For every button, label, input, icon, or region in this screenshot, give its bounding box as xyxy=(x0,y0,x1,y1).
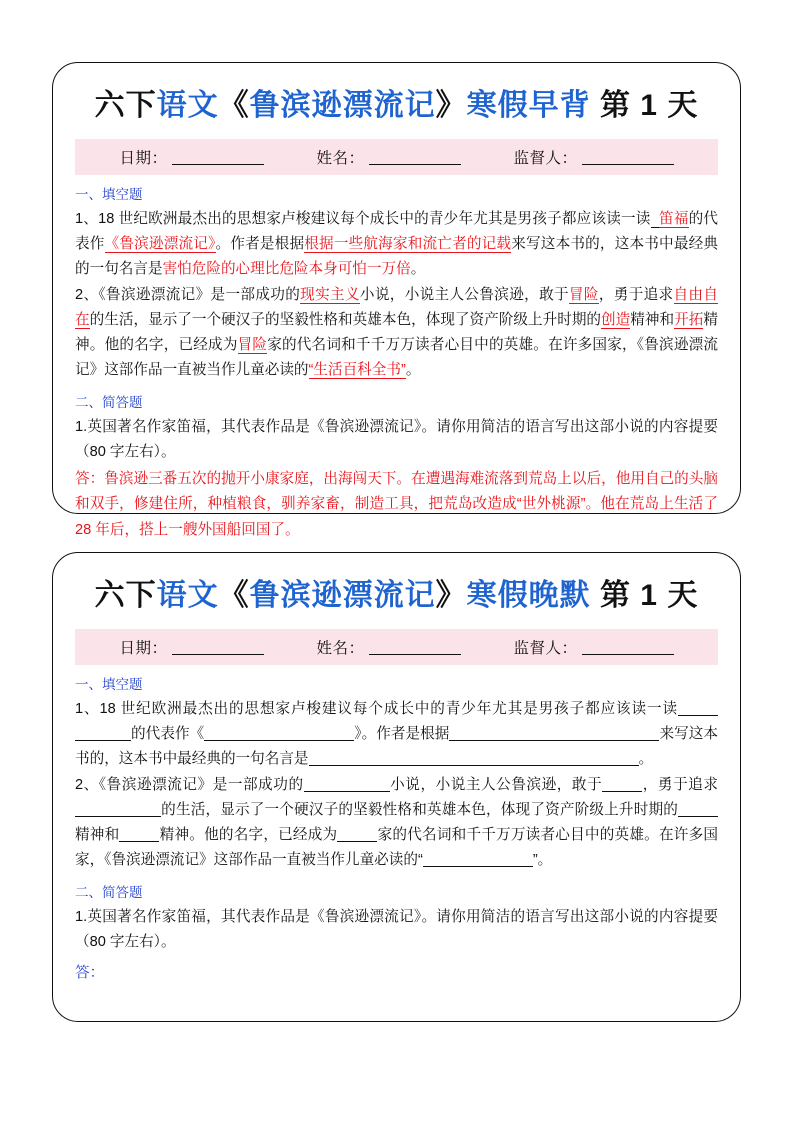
q1-blank-d[interactable] xyxy=(449,726,659,741)
q2-answer-2: 冒险 xyxy=(568,286,599,303)
name-label-2: 姓名： xyxy=(316,639,365,657)
q2-text-5-2: 精神和 xyxy=(75,826,120,843)
name-field-2[interactable] xyxy=(316,636,460,658)
date-blank[interactable] xyxy=(172,149,264,165)
section-heading-fill-blank-2: 一、填空题 xyxy=(75,676,143,692)
q2-blank-d[interactable] xyxy=(678,802,718,817)
title-book-2: 鲁滨逊漂流记 xyxy=(249,579,436,612)
q2-blank-b[interactable] xyxy=(602,777,642,792)
q1-blank-a[interactable] xyxy=(678,701,718,716)
name-blank-2[interactable] xyxy=(369,639,461,655)
title-type-2: 寒假晚默 xyxy=(466,579,591,612)
q2-text-2-2: 小说，小说主人公鲁滨逊，敢于 xyxy=(389,776,603,793)
supervisor-label: 监督人： xyxy=(513,149,578,167)
q1-text-2-2: 》。作者是根据 xyxy=(354,725,450,742)
q2-answer-6: 冒险 xyxy=(237,336,268,353)
q1-text-4: 。 xyxy=(410,260,426,277)
q1-underline-spacer xyxy=(651,211,659,228)
question-1-evening xyxy=(75,697,718,772)
title-day: 第 1 天 xyxy=(590,89,699,122)
title-day-2: 第 1 天 xyxy=(590,579,699,612)
q2-answer-7: “生活百科全书” xyxy=(308,362,406,379)
name-field[interactable] xyxy=(316,146,460,168)
q2-text-6: 精神。他的名字，已经成为 xyxy=(75,311,718,353)
section-heading-short-answer: 二、简答题 xyxy=(75,395,143,411)
meta-bar-morning xyxy=(75,139,718,175)
title-book: 鲁滨逊漂流记 xyxy=(249,89,436,122)
question-3-morning xyxy=(75,415,718,465)
q1-blank-b[interactable] xyxy=(75,726,131,741)
card-title-morning xyxy=(75,87,718,125)
title-subject: 语文 xyxy=(156,89,219,122)
title-bracket-open: 《 xyxy=(218,89,250,122)
q1-lead: 1、18 世纪欧洲最杰出的思想家卢梭建议每个成长中的青少年尤其是男孩子都应该读一读 xyxy=(75,210,651,227)
q1-answer-2: 《鲁滨逊漂流记》 xyxy=(104,235,216,252)
supervisor-field-2[interactable] xyxy=(513,636,673,658)
title-grade-2: 六下 xyxy=(94,579,157,612)
q2-text-5: 精神和 xyxy=(630,311,675,328)
worksheet-card-morning xyxy=(52,62,741,538)
q2-text-1: 2、《鲁滨逊漂流记》是一部成功的 xyxy=(75,286,301,303)
q2-blank-g[interactable] xyxy=(423,852,533,867)
q1-text-2: 。作者是根据 xyxy=(215,235,305,252)
q1-text-1: 的代表作 xyxy=(75,210,718,252)
q2-text-7: 家的代名词和千千万万读者心目中的英雄。在许多国家，《鲁滨逊漂流记》这部作品一直被当作儿童必读的 xyxy=(75,336,718,379)
question-3-evening xyxy=(75,905,718,955)
q1-text-4-2: 。 xyxy=(638,750,654,767)
q2-text-3-2: ，勇于追求 xyxy=(642,776,718,793)
q1-blank-e[interactable] xyxy=(309,751,639,766)
q2-text-2: 小说，小说主人公鲁滨逊，敢于 xyxy=(359,286,569,303)
title-bracket-open-2: 《 xyxy=(218,579,250,612)
card-title-evening xyxy=(75,577,718,615)
date-blank-2[interactable] xyxy=(172,639,264,655)
q2-blank-f[interactable] xyxy=(337,827,377,842)
question-2-evening xyxy=(75,773,718,873)
q1-blank-c[interactable] xyxy=(204,726,354,741)
title-bracket-close-2: 》 xyxy=(435,579,467,612)
answer-label-evening: 答： xyxy=(75,965,105,982)
name-label: 姓名： xyxy=(316,149,365,167)
title-bracket-close: 》 xyxy=(435,89,467,122)
date-label: 日期： xyxy=(119,149,168,167)
q2-text-6-2: 精神。他的名字，已经成为 xyxy=(159,826,338,843)
date-field-2[interactable] xyxy=(119,636,263,658)
supervisor-blank[interactable] xyxy=(582,149,674,165)
q1-answer-4: 害怕危险的心理比危险本身可怕一万倍 xyxy=(162,260,411,277)
question-1-morning xyxy=(75,207,718,282)
q2-text-3: ，勇于追求 xyxy=(598,286,674,303)
worksheet-card-evening xyxy=(52,552,741,1022)
q2-text-1-2: 2、《鲁滨逊漂流记》是一部成功的 xyxy=(75,776,304,793)
q1-answer-3: 根据一些航海家和流亡者的记载 xyxy=(304,235,512,252)
q1-text-1-2: 的代表作《 xyxy=(131,725,205,742)
supervisor-label-2: 监督人： xyxy=(513,639,578,657)
q1-lead-2: 1、18 世纪欧洲最杰出的思想家卢梭建议每个成长中的青少年尤其是男孩子都应该读一读 xyxy=(75,700,678,717)
section-heading-short-answer-2: 二、简答题 xyxy=(75,885,143,901)
meta-bar-evening xyxy=(75,629,718,665)
q2-answer-4: 创造 xyxy=(601,311,631,328)
q2-answer-3: 自由自在 xyxy=(75,286,718,328)
title-grade: 六下 xyxy=(94,89,157,122)
q3-text-2: 1.英国著名作家笛福，其代表作品是《鲁滨逊漂流记》。请你用简洁的语言写出这部小说的内容提要（80 字左右）。 xyxy=(75,909,718,951)
q2-text-4-2: 的生活，显示了一个硬汉子的坚毅性格和英雄本色，体现了资产阶级上升时期的 xyxy=(161,801,678,818)
q2-text-8-2: ”。 xyxy=(532,852,553,869)
q2-blank-a[interactable] xyxy=(304,777,390,792)
q2-answer-1: 现实主义 xyxy=(300,286,360,303)
question-2-morning xyxy=(75,283,718,383)
q2-blank-e[interactable] xyxy=(119,827,159,842)
supervisor-blank-2[interactable] xyxy=(582,639,674,655)
q2-blank-c[interactable] xyxy=(75,802,161,817)
section-heading-fill-blank: 一、填空题 xyxy=(75,186,143,202)
q2-text-8: 。 xyxy=(405,362,421,379)
date-field[interactable] xyxy=(119,146,263,168)
q2-text-7-2: 家的代名词和千千万万读者心目中的英雄。在许多国家，《鲁滨逊漂流记》这部作品一直被当作儿童必读的“ xyxy=(75,826,718,869)
q2-answer-5: 开拓 xyxy=(674,311,704,328)
q1-text-3-2: 来写这本书的，这本书中最经典的一句名言是 xyxy=(75,725,718,767)
q2-text-4: 的生活，显示了一个硬汉子的坚毅性格和英雄本色，体现了资产阶级上升时期的 xyxy=(89,311,602,328)
q1-text-3: 来写这本书的，这本书中最经典的一句名言是 xyxy=(75,235,718,277)
name-blank[interactable] xyxy=(369,149,461,165)
q3-text: 1.英国著名作家笛福，其代表作品是《鲁滨逊漂流记》。请你用简洁的语言写出这部小说的内容提要（80 字左右）。 xyxy=(75,419,718,461)
q1-answer-1: 笛福 xyxy=(659,210,689,227)
title-type: 寒假早背 xyxy=(466,89,591,122)
answer-text-morning: 答：鲁滨逊三番五次的抛开小康家庭，出海闯天下。在遭遇海难流落到荒岛上以后，他用自己的头脑和双手，修建住所，种植粮食，驯养家畜，制造工具，把荒岛改造成“世外桃源”。他在荒岛上生活了 28 年后，搭上一艘外国船回国了。 xyxy=(75,471,718,538)
supervisor-field[interactable] xyxy=(513,146,673,168)
date-label-2: 日期： xyxy=(119,639,168,657)
title-subject-2: 语文 xyxy=(156,579,219,612)
